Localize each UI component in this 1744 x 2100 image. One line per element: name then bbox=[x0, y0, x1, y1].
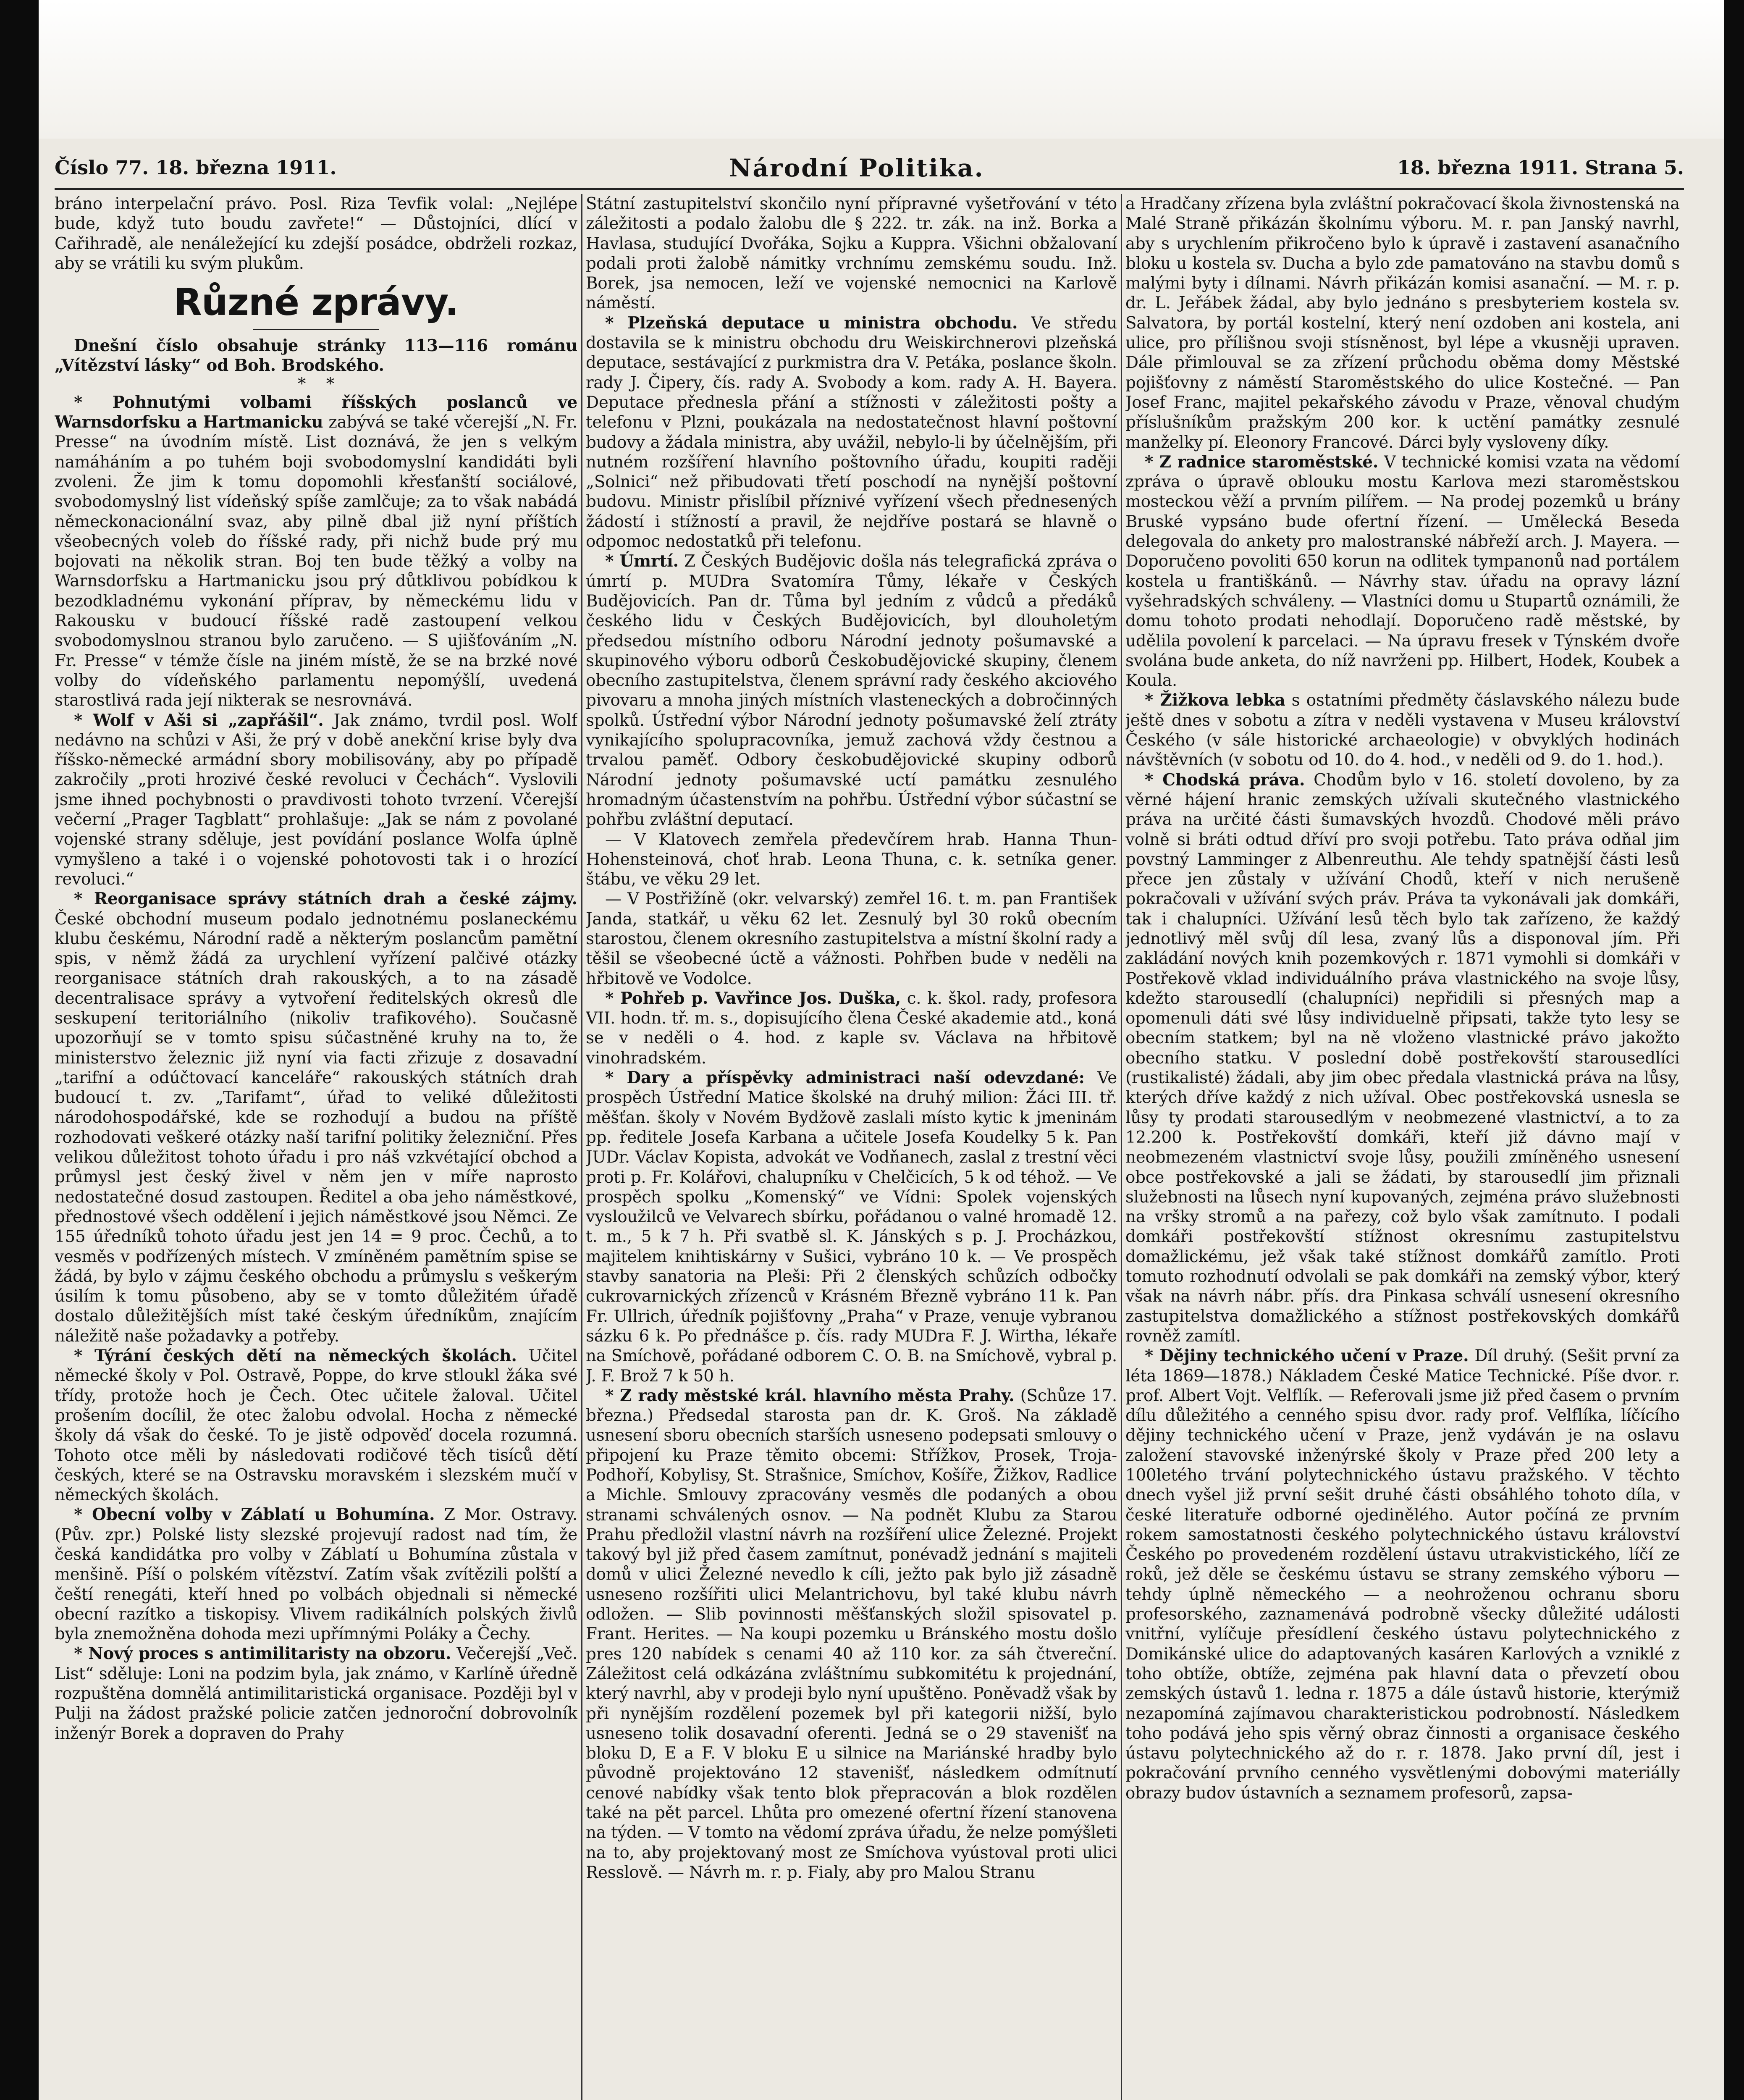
column-divider bbox=[1121, 194, 1122, 2100]
article bbox=[1125, 690, 1680, 770]
column-divider bbox=[581, 194, 582, 2100]
article-continuation: Státní zastupitelství skončilo nyní přípravné vyšetřování v této záležitosti a podalo žalobu dle § 222. tr. zák. na inž. Borka a Havlasa, studující Dvořáka, Sojku a Kuppra. Všichni obžalovaní podali proti žalobě námitky vrchnímu zemskému soudu. Inž. Borek, jsa nemocen, leží ve vojenské nemocnici na Karlově náměstí. bbox=[586, 194, 1117, 313]
article-heading: * Dějiny technického učení v Praze. bbox=[1145, 1347, 1469, 1366]
article-body: Z Českých Budějovic došla nás telegrafická zpráva o úmrtí p. MUDra Svatomíra Tůmy, lékaře v Českých Budějovicích. Pan dr. Tůma byl jedním z vůdců a předáků českého lidu v Českých Budějovicích, byl dlouholetým předsedou místního odboru Národní jednoty pošumavské a skupinového výboru odborů Českobudějovické skupiny, členem obecního zastupitelstva, členem správní rady českého akciového pivovaru a mnoha jiných místních vlasteneckých a dobročinných spolků. Ústřední výbor Národní jednoty pošumavské želí ztráty vynikajícího spolupracovníka, jemuž zachová vždy čestnou a trvalou paměť. Odbory českobudějovické skupiny odborů Národní jednoty pošumavské uctí památku zesnulého hromadným účastenstvím na pohřbu. Ústřední výbor súčastní se pohřbu zvláštní deputací. bbox=[586, 552, 1117, 830]
masthead-rule bbox=[55, 188, 1684, 190]
column-1 bbox=[55, 194, 577, 2100]
article-heading: * Dary a příspěvky administraci naší odevzdané: bbox=[605, 1068, 1085, 1088]
article-body: Večerejší „Več. List“ sděluje: Loni na podzim byla, jak známo, v Karlíně úředně rozpuštěna domnělá antimilitaristická organisace. Později byl v Pulji na žádost pražské policie zatčen jednoroční dobrovolník inženýr Borek a dopraven do Prahy bbox=[55, 1644, 577, 1743]
novel-notice: Dnešní číslo obsahuje stránky 113—116 románu „Vítězství lásky“ od Boh. Brodského. bbox=[55, 336, 577, 375]
article-body: zabývá se také včerejší „N. Fr. Presse“ na úvodním místě. List doznává, že jen s velkým namáháním a po tuhém boji svobodomyslní kandidáti byli zvoleni. Že jim k tomu dopomohli křesťanští sociálové, svobodomyslný list vídeňský spíše zamlčuje; za to však nabádá německonacionální svaz, aby pilně dbal již nyní příštích všeobecných voleb do říšské rady, při nichž bude prý mu bojovati na několik stran. Boj ten bude těžký a volby na Warnsdorfsku a Hartmanicku jsou prý důtklivou pobídkou k bezodkladnému vykonání příprav, by německému lidu v Rakousku v budoucí říšské radě zastoupení velkou svobodomyslnou stranou bylo zaručeno. — S ujišťováním „N. Fr. Presse“ v témže čísle na jiném místě, že se na brzké nové volby do vídeňského parlamentu nepomýšlí, uvedená starostlivá rada její nikterak se nesrovnává. bbox=[55, 413, 577, 710]
article-heading: * Pohnutými volbami říšských poslanců ve Warnsdorfsku a Hartmanicku bbox=[55, 393, 577, 432]
date-page: 18. března 1911. Strana 5. bbox=[1397, 156, 1684, 179]
article bbox=[55, 1346, 577, 1505]
article-heading: * Úmrtí. bbox=[605, 552, 679, 571]
article-heading: * Nový proces s antimilitaristy na obzoru. bbox=[74, 1644, 451, 1664]
article-body: Z Mor. Ostravy. (Pův. zpr.) Polské listy slezské projevují radost nad tím, že česká kandidátka pro volby v Záblatí u Bohumína zůstala v menšině. Píší o polském vítězství. Zatím však zvítězili polští a čeští renegáti, kteří hned po volbách objednali si německé obecní razítko a tiskopisy. Vlivem radikálních polských živlů byla znemožněna dohoda mezi upřímnými Poláky a Čechy. bbox=[55, 1505, 577, 1644]
article-body: (Schůze 17. března.) Předsedal starosta pan dr. K. Groš. Na základě usnesení sboru obecních starších usneseno podepsati smlouvy o připojení ku Praze těmito obcemi: Střížkov, Prosek, Troja-Podhoří, Kobylisy, St. Strašnice, Smíchov, Košíře, Žižkov, Radlice a Michle. Smlouvy zpracovány vesměs dle podaných a obou stranami schválených osnov. — Na podnět Klubu za Starou Prahu předložil vlastní návrh na rozšíření ulice Železné. Projekt takový byl již před časem zamítnut, ponévadž jednání s majiteli domů v ulici Železné nevedlo k cíli, ježto pak bylo již zásadně usneseno rozšířiti ulici Melantrichovu, byl také klubu návrh odložen. — Slib povinnosti měšťanských složil spisovatel p. Frant. Herites. — Na koupi pozemku u Bránského mostu došlo pres 120 nabídek s cenami 40 až 110 kor. za sáh čtvereční. Záležitost celá odkázána zvláštnímu subkomitétu k projednání, který navrhl, aby v prodeji bylo nyní upuštěno. Poněvadž však by při nynějším rozdělení pozemek byl při kategorii nižší, bylo usneseno tolik dosavadní oferenti. Jedná se o 29 stavenišť na bloku D, E a F. V bloku E u silnice na Mariánské hradby bylo původně projektováno 12 stavenišť, následkem odmítnutí cenové nabídky však tento blok přepracován a blok rozdělen také na pět parcel. Lhůta pro omezené ofertní řízení stanovena na týden. — V tomto na vědomí zpráva úřadu, že nelze pomýšleti na to, aby projektovaný most ze Smíchova vyústoval proti ulici Resslově. — Návrh m. r. p. Fialy, aby pro Malou Stranu bbox=[586, 1386, 1117, 1882]
article bbox=[1125, 1346, 1680, 1803]
column-2 bbox=[586, 194, 1117, 2100]
article bbox=[55, 889, 577, 1346]
article-heading: * Pohřeb p. Vavřince Jos. Duška, bbox=[605, 989, 901, 1008]
article-heading: * Z rady městské král. hlavního města Prahy. bbox=[605, 1386, 1015, 1405]
paper-top-margin bbox=[0, 0, 1744, 139]
article bbox=[55, 1644, 577, 1743]
article bbox=[1125, 770, 1680, 1347]
scan-right-border bbox=[1724, 0, 1744, 2100]
article-body: Jak známo, tvrdil posl. Wolf nedávno na schůzi v Aši, že prý v době anekční krise byly dva říšsko-německé armádní sbory mobilisovány, aby po případě zakročily „proti hrozivé české revoluci v Čechách“. Vyslovili jsme ihned pochybnosti o pravdivosti tohoto tvrzení. Včerejší večerní „Prager Tagblatt“ prohlašuje: „Jak se nám z povolané vojenské strany sděluje, jest povídání poslance Wolfa úplně vymyšleno a také i o vojenské pohotovosti tak i o hrozící revoluci.“ bbox=[55, 711, 577, 889]
separator-asterisks: * * bbox=[298, 374, 334, 394]
article bbox=[55, 393, 577, 711]
article-body: Ve prospěch Ústřední Matice školské na druhý milion: Žáci III. tř. měšťan. školy v Novém Bydžově zaslali místo kytic k jmeninám pp. ředitele Josefa Karbana a učitele Josefa Koudelky 5 k. Pan JUDr. Václav Kopista, advokát ve Vodňanech, zaslal z trestní věci proti p. Fr. Kolářovi, chalupníku v Chelčicích, 5 k od téhož. — Ve prospěch spolku „Komenský“ ve Vídni: Spolek vojenských vysloužilců ve Velvarech sbírku, pořádanou o valné hromadě 12. t. m., 5 k 7 h. Při svatbě sl. K. Jánských s p. J. Procházkou, majitelem knihtiskárny v Sušici, vybráno 10 k. — Ve prospěch stavby sanatoria na Pleši: Při 2 členských schůzích odbočky cukrovarnických zřízenců v Krásném Březně vybráno 11 k. Pan Fr. Ullrich, úředník pojišťovny „Praha“ v Praze, venuje vybranou sázku 6 k. Po přednášce p. čís. rady MUDra F. J. Wirtha, lékaře na Smíchově, pořádané odborem C. O. B. na Smíchově, vybral p. J. F. Brož 7 k 50 h. bbox=[586, 1068, 1117, 1386]
article-body: Díl druhý. (Sešit první za léta 1869—1878.) Nákladem České Matice Technické. Píše dvor. r. prof. Albert Vojt. Velflík. — Referovali jsme již před časem o prvním dílu důležitého a cenného spisu dvor. rady prof. Velflíka, líčícího dějiny technického učení v Praze, jenž vydáván je na oslavu založení stavovské inženýrské školy v Praze před 200 lety a 100letého trvání polytechnického ústavu pražského. V těchto dnech vyšel již první sešit druhé části obsáhlého tohoto díla, v české literatuře odborné ojedinělého. Autor počíná ze prvním rokem samostatnosti českého polytechnického ústavu království Českého po provedeném rozdělení ústavu utrakvistického, líčí ze roků, jež děle se českému ústavu se strany zemského výboru — tehdy úplně německého — a neohroženou ochranu sboru profesorského, zaznamenává podrobně všecky důležité události vnitřní, vylíčuje přesídlení českého ústavu polytechnického z Domikánské ulice do adaptovaných kasáren Karlových a vzniklé z toho obtíže, obtíže, zejména pak hlavní data o převzetí obou zemských ústavů 1. ledna r. 1875 a dále ústavů historie, kterýmiž nezapomíná zajímavou charakteristickou podrobností. Následkem toho podává jeho spis věrný obraz činnosti a organisace českého ústavu polytechnického až do r. r. 1878. Jako první díl, jest i pokračování prvního cenného vysvětlenými dobovými materiálly obrazy budov ústavních a seznamem profesorů, zapsa- bbox=[1125, 1347, 1680, 1803]
article bbox=[55, 711, 577, 890]
article-heading: * Wolf v Aši si „zapřášil“. bbox=[74, 711, 324, 730]
issue-number: Číslo 77. 18. března 1911. bbox=[55, 156, 337, 179]
article-body: České obchodní museum podalo jednotnému poslaneckému klubu českému, Národní radě a některým poslancům pamětní spis, v němž žádá za urychlení vyřízení palčivé otázky reorganisace státních drah rakouských, a to na zásadě decentralisace správy a vytvoření ředitelských okresů dle seskupení teritoriálního (nikoliv trafikového). Současně upozorňují se v tomto spisu súčastněné kruhy na to, že ministerstvo železnic již nyní via facti zřizuje z dosavadní „tarifní a odúčtovací kanceláře“ rakouských státních drah budoucí t. zv. „Tarifamt“, úřad to veliké důležitosti národohospodářské, kde se rozhodují a budou na příště rozhodovati veškeré otázky naší tarifní politiky železniční. Přes velikou důležitost tohoto úřadu i pro náš vzkvétající obchod a průmysl jest český živel v něm jen v míře naprosto nedostatečné dosud zastoupen. Ředitel a oba jeho náměstkové, přednostové všech oddělení i jejich náměstkové jsou Němci. Ze 155 úředníků tohoto úřadu jest jen 14 = 9 proc. Čechů, a to vesměs v podřízených místech. V zmíněném pamětním spise se žádá, by bylo v zájmu českého obchodu a průmyslu s veškerým úsilím k tomu působeno, aby se v tomto důležitém úřadě dostalo důležitějších míst také českým úředníkům, znajícím náležitě naše požadavky a potřeby. bbox=[55, 909, 577, 1346]
column-3 bbox=[1125, 194, 1680, 2100]
obituary: — V Postřižíně (okr. velvarský) zemřel 16. t. m. pan František Janda, statkář, u věku 62 let. Zesnulý byl 30 roků obecním starostou, členem okresního zastupitelstva a místní školní rady a těšil se všeobecné úctě a vážnosti. Pohřben bude v neděli na hřbitově ve Vodolce. bbox=[586, 890, 1117, 988]
article-body: Učitel německé školy v Pol. Ostravě, Poppe, do krve stloukl žáka své třídy, protože hoch je Čech. Otec učitele žaloval. Učitel prošením docílil, že otec žalobu odvolal. Hocha z německé školy dá však do české. To je jistě odpověď docela rozumná. Tohoto otce měli by následovati rodičové těch tisíců dětí českých, které se na Ostravsku moravském i slezském mučí v německých školách. bbox=[55, 1347, 577, 1505]
article-heading: * Reorganisace správy státních drah a české zájmy. bbox=[74, 890, 577, 909]
article bbox=[586, 989, 1117, 1068]
article-heading: * Žižkova lebka bbox=[1145, 691, 1285, 710]
newspaper-title: Národní Politika. bbox=[729, 154, 984, 182]
article bbox=[586, 1068, 1117, 1386]
article-heading: * Týrání českých dětí na německých školách. bbox=[74, 1347, 517, 1366]
obituary: — V Klatovech zemřela předevčírem hrab. Hanna Thun-Hohensteinová, choť hrab. Leona Thuna, c. k. setníka gener. štábu, ve věku 29 let. bbox=[586, 830, 1117, 889]
article-body: s ostatními předměty čáslavského nálezu bude ještě dnes v sobotu a zítra v neděli vystavena v Museu království Českého (v sále historické archaeologie) v obvyklých hodinách návštěvních (v sobotu od 10. do 4. hod., v neděli od 9. do 1. hod.). bbox=[1125, 691, 1680, 770]
article-continuation: a Hradčany zřízena byla zvláštní pokračovací škola živnostenská na Malé Straně přikázán školnímu výboru. M. r. pan Janský navrhl, aby s urychlením přikročeno bylo k úpravě i zastavení asanačního bloku u kostela sv. Ducha a bylo zde pamatováno na stavbu domů s malými byty i dílnami. Návrh přikázán komisi asanační. — M. r. p. dr. L. Jeřábek žádal, aby bylo jednáno s presbyteriem kostela sv. Salvatora, by portál kostelní, který není ozdoben ani kostela, ani ulice, pro přílišnou svoji stísněnost, byl lépe a vkusněji upraven. Dále přimlouval se za zřízení průchodu oběma domy Městské pojišťovny z náměstí Staroměstského do ulice Kostečné. — Pan Josef Franc, majitel pekařského závodu v Praze, věnoval chudým příslušníkům pražským 200 kor. k uctění památky zesnulé manželky pí. Eleonory Francové. Dárci byly vysloveny díky. bbox=[1125, 194, 1680, 452]
article-body: c. k. škol. rady, profesora VII. hodn. tř. m. s., dopisujícího člena České akademie atd., koná se v neděli o 4. hod. z kaple sv. Václava na hřbitově vinohradském. bbox=[586, 989, 1117, 1068]
article-body: V technické komisi vzata na vědomí zpráva o úpravě oblouku mostu Karlova mezi staroměstskou mosteckou věží a prvním pilířem. — Na prodej pozemků u brány Bruské vypsáno bude ofertní řízení. — Umělecká Beseda delegovala do ankety pro malostranské nábřeží arch. J. Mayera. — Doporučeno povoliti 650 korun na odlitek tympanonů nad portálem kostela u františkánů. — Návrhy stav. úřadu na opravy lázní vyšehradských schváleny. — Vlastníci domu u Stupartů oznámili, že domu tohoto prodati nehodlají. Doporučeno radě městské, by udělila povolení k parcelaci. — Na úpravu fresek v Týnském dvoře svolána bude anketa, do níž navrženi pp. Hilbert, Hodek, Koubek a Koula. bbox=[1125, 452, 1680, 690]
article bbox=[586, 551, 1117, 830]
article bbox=[586, 313, 1117, 552]
masthead bbox=[55, 156, 1684, 186]
article-heading: * Chodská práva. bbox=[1145, 770, 1305, 790]
article-heading: * Obecní volby v Záblatí u Bohumína. bbox=[74, 1505, 435, 1525]
article bbox=[586, 1386, 1117, 1882]
section-rule bbox=[253, 329, 379, 330]
section-title: Různé zprávy. bbox=[173, 281, 459, 324]
article-body: Chodům bylo v 16. století dovoleno, by za věrné hájení hranic zemských užívali skutečného vlastnického práva na určité části šumavských hvozdů. Chodové měli právo volně si bráti odtud dříví pro svoji potřebu. Tato práva odňal jim povstný Lamminger z Albenreuthu. Ale tehdy spatnější části lesů přece jen zůstaly v užívání Chodů, kteří v nich nerušeně pokračovali v užívání svých práv. Práva ta vykonávali jak domkáři, tak i chalupníci. Užívání lesů těch bylo tak zařízeno, že každý jednotlivý měl svůj díl lesa, zvaný lůs a disponoval jím. Při zakládání nových knih pozemkových r. 1871 vymohli si domkáři v Postřekově vklad individuálního práva vlastnického na svoje lůsy, kdežto starousedlí (chalupníci) nepřidili si přesných map a opomenuli dáti své lůsy individuelně připsati, takže tyto lesy se obecním statkem; byl na ně vloženo vlastnické právo jakožto obecního statku. V poslední době postřekovští starousedlíci (rustikalisté) žádali, aby jim obec předala vlastnická práva na lůsy, kterých dříve každý z nich užíval. Obec postřekovská usnesla se lůsy ty prodati starousedlým v neobmezené vlastnictví, a to za 12.200 k. Postřekovští domkáři, kteří již dávno mají v neobmezeném vlastnictví svoje lůsy, použili zmíněného usnesení obce postřekovské a jali se žádati, by starousedlí jim přiznali služebnosti na lůsech nyní kupovaných, zejména právo služebnosti na vršky stromů a na pařezy, což bylo však zamítnuto. I podali domkáři postřekovští stížnost okresnímu zastupitelstvu domažlickému, jež však také stížnost domkářů zamítlo. Proti tomuto rozhodnutí odvolali se pak domkáři na zemský výbor, který však na návrh nábr. přís. dra Pinkasa schválí usnesení okresního zastupitelstva domažlického a stížnost postřekovských domkářů rovněž zamítl. bbox=[1125, 770, 1680, 1346]
article-continuation: bráno interpelační právo. Posl. Riza Tevfik volal: „Nejlépe bude, když tuto boudu zavřete!“ — Důstojníci, dlící v Cařihradě, ale nenáležející ku zdejší posádce, obdrželi rozkaz, aby se vrátili ku svým plukům. bbox=[55, 194, 577, 273]
article-heading: * Z radnice staroměstské. bbox=[1145, 452, 1379, 472]
article bbox=[1125, 452, 1680, 691]
scan-left-border bbox=[0, 0, 39, 2100]
article-body: Ve středu dostavila se k ministru obchodu dru Weiskirchnerovi plzeňská deputace, sestávající z purkmistra dra V. Petáka, poslance školn. rady J. Čipery, čís. rady A. Svobody a kom. rady A. H. Bayera. Deputace přednesla přání a stížnosti v záležitosti pošty a telefonu v Plzni, poukázala na nedostatečnost hlavní poštovní budovy a žádala ministra, aby uvážil, nebylo-li by účelnějším, při nutném rozšíření hlavního poštovního úřadu, koupiti raději „Solnici“ než přibudovati třetí poschodí na nynější poštovní budovu. Ministr přislíbil příznivé vyřízení všech přednesených žádostí i stížností a pravil, že nejdříve postará se hlavně o odpomoc nedostatků při telefonu. bbox=[586, 313, 1117, 551]
article-heading: * Plzeňská deputace u ministra obchodu. bbox=[605, 313, 1018, 333]
article bbox=[55, 1505, 577, 1644]
